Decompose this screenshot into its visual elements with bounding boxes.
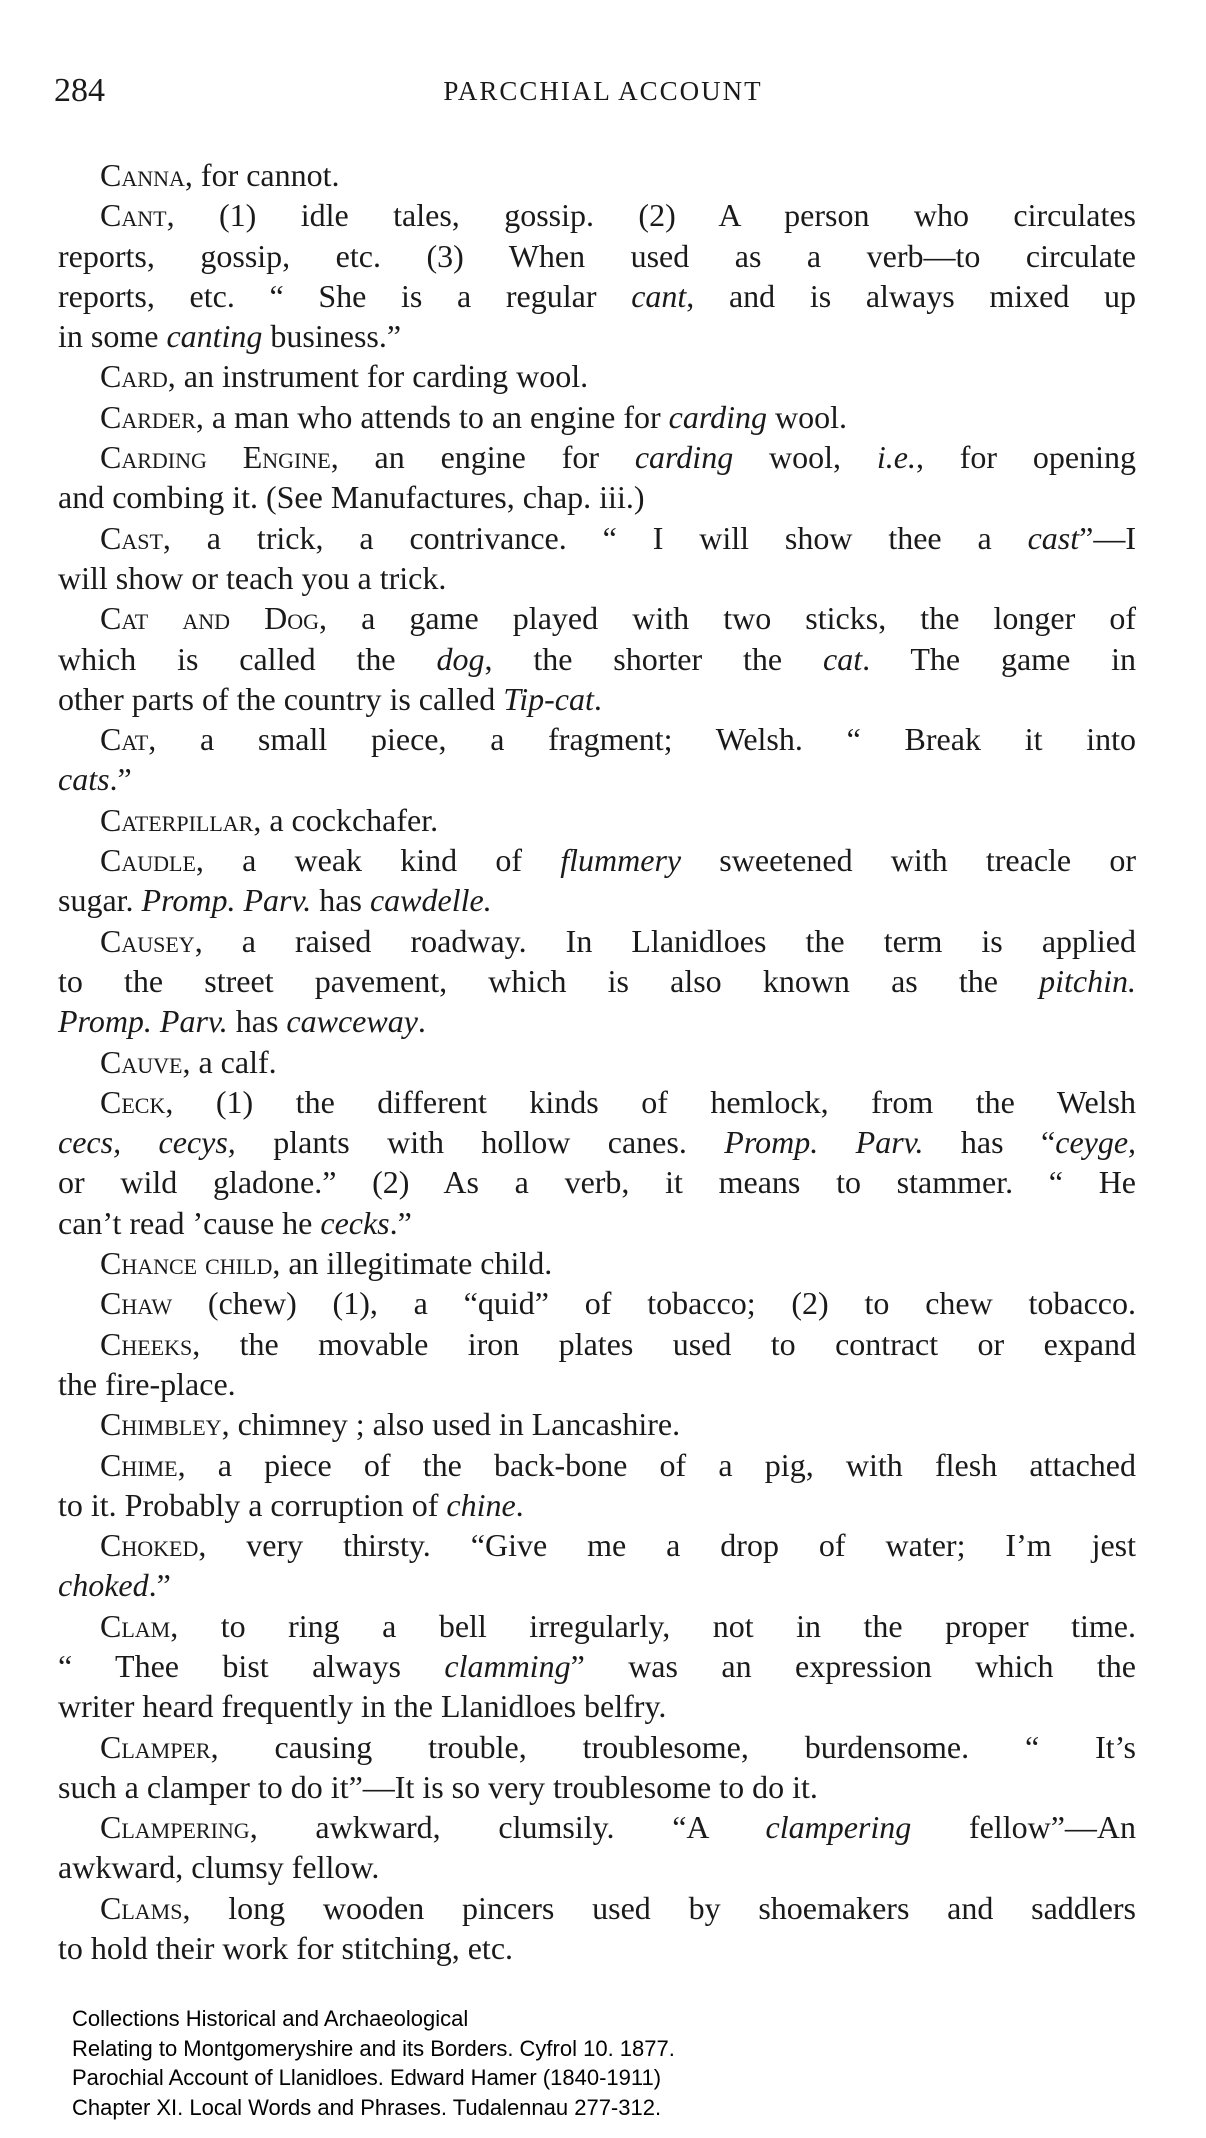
source-citation xyxy=(72,2004,675,2122)
text-line xyxy=(58,397,1136,437)
italic-term: choked xyxy=(58,1567,149,1604)
definition-text: has xyxy=(227,1003,287,1040)
italic-term: Tip-cat xyxy=(503,680,594,717)
italic-term: cat xyxy=(822,640,863,677)
text-line xyxy=(58,1525,1136,1565)
citation-line: Parochial Account of Llanidloes. Edward Hamer (1840-1911) xyxy=(72,2065,662,2090)
text-line xyxy=(58,598,1136,638)
definition-text: has xyxy=(311,882,370,919)
text-line xyxy=(58,558,1136,598)
text-line xyxy=(58,1888,1136,1928)
text-line xyxy=(58,1364,1136,1404)
definition-text: . xyxy=(593,680,602,717)
text-line xyxy=(58,719,1136,759)
italic-term: Promp. Parv. xyxy=(724,1124,924,1161)
text-line xyxy=(58,759,1136,799)
definition-text: and combing it. (See Manufactures, chap. iii.) xyxy=(58,479,645,516)
headword: Cauve xyxy=(100,1043,183,1080)
definition-text: , awkward, clumsily. “A xyxy=(249,1809,766,1846)
text-line xyxy=(58,236,1136,276)
headword: Cat xyxy=(100,721,149,758)
definition-text: , very thirsty. “Give me a drop of water; I’m jest xyxy=(198,1527,1136,1564)
running-title: PARCCHIAL ACCOUNT xyxy=(443,76,763,106)
definition-text: awkward, clumsy fellow. xyxy=(58,1849,380,1886)
text-line xyxy=(58,1404,1136,1444)
italic-term: chine xyxy=(446,1486,516,1523)
text-line xyxy=(58,1001,1136,1041)
definition-text: , a piece of the back-bone of a pig, with flesh attached xyxy=(177,1446,1136,1483)
definition-text: , a cockchafer. xyxy=(253,801,439,838)
definition-text: , chimney ; also used in Lancashire. xyxy=(221,1406,681,1443)
definition-text: can’t read ’cause he xyxy=(58,1204,321,1241)
text-line xyxy=(58,1847,1136,1887)
italic-term: canting xyxy=(166,318,263,355)
headword: Causey xyxy=(100,922,195,959)
text-line xyxy=(58,1807,1136,1847)
headword: Caterpillar xyxy=(100,801,254,838)
italic-term: cant xyxy=(631,277,687,314)
italic-term: flummery xyxy=(560,842,682,879)
definition-text: , a man who attends to an engine for xyxy=(195,398,669,435)
italic-term: cats xyxy=(58,761,110,798)
definition-text: other parts of the country is called xyxy=(58,680,504,717)
definition-text: , a raised roadway. In Llanidloes the term is applied xyxy=(194,922,1136,959)
definition-text: , a calf. xyxy=(182,1043,277,1080)
definition-text: reports, etc. “ She is a regular xyxy=(58,277,632,314)
definition-text: sugar. xyxy=(58,882,142,919)
definition-text: , and is always mixed up xyxy=(686,277,1137,314)
definition-text: fellow”—An xyxy=(911,1809,1137,1846)
definition-text: sweetened with treacle or xyxy=(681,842,1137,879)
headword: Chimbley xyxy=(100,1406,222,1443)
text-line xyxy=(58,639,1136,679)
definition-text: , the movable iron plates used to contract or expand xyxy=(192,1325,1136,1362)
definition-text: , causing trouble, troublesome, burdensome. “ It’s xyxy=(210,1728,1136,1765)
definition-text: , (1) the different kinds of hemlock, from the Welsh xyxy=(165,1083,1136,1120)
headword: Clamper xyxy=(100,1728,211,1765)
text-line xyxy=(58,1646,1136,1686)
text-line xyxy=(58,1485,1136,1525)
definition-text: “ Thee bist always xyxy=(58,1647,445,1684)
text-line xyxy=(58,1606,1136,1646)
headword: Clampering xyxy=(100,1809,250,1846)
text-line xyxy=(58,276,1136,316)
text-line xyxy=(58,1122,1136,1162)
italic-term: clampering xyxy=(765,1809,912,1846)
text-line xyxy=(58,477,1136,517)
definition-text: reports, gossip, etc. (3) When used as a verb—to circulate xyxy=(58,237,1136,274)
definition-text: business.” xyxy=(262,318,402,355)
text-line xyxy=(58,800,1136,840)
definition-text: , long wooden pincers used by shoemakers and saddlers xyxy=(182,1889,1136,1926)
headword: Cat and Dog xyxy=(100,600,319,637)
definition-text: , (1) idle tales, gossip. (2) A person who circulates xyxy=(166,197,1136,234)
definition-text: , to ring a bell irregularly, not in the proper time. xyxy=(170,1607,1136,1644)
headword: Cast xyxy=(100,519,163,556)
headword: Caudle xyxy=(100,842,196,879)
text-line xyxy=(58,1928,1136,1968)
definition-text: .” xyxy=(148,1567,171,1604)
text-line xyxy=(58,1243,1136,1283)
definition-text: , a game played with two sticks, the longer of xyxy=(319,600,1137,637)
italic-term: cecks xyxy=(320,1204,390,1241)
italic-term: carding xyxy=(634,439,734,476)
definition-text: , an instrument for carding wool. xyxy=(167,358,589,395)
definition-text: . xyxy=(417,1003,426,1040)
headword: Chance child xyxy=(100,1245,273,1282)
text-line xyxy=(58,1445,1136,1485)
definition-text: has “ xyxy=(923,1124,1056,1161)
definition-text: in some xyxy=(58,318,167,355)
italic-term: pitchin. xyxy=(1039,962,1136,999)
citation-line: Collections Historical and Archaeological xyxy=(72,2006,469,2031)
text-line xyxy=(58,880,1136,920)
text-line xyxy=(58,1565,1136,1605)
italic-term: carding xyxy=(668,398,768,435)
text-line xyxy=(58,1686,1136,1726)
headword: Canna xyxy=(100,157,185,193)
citation-line: Chapter XI. Local Words and Phrases. Tudalennau 277-312. xyxy=(72,2094,662,2120)
definition-text: .” xyxy=(389,1204,412,1241)
text-line xyxy=(58,1203,1136,1243)
text-line xyxy=(58,1042,1136,1082)
text-line xyxy=(58,437,1136,477)
headword: Chime xyxy=(100,1446,178,1483)
text-line xyxy=(58,316,1136,356)
italic-term: Promp. Parv. xyxy=(58,1003,228,1040)
definition-text: , the shorter the xyxy=(484,640,823,677)
citation-line: Relating to Montgomeryshire and its Borders. Cyfrol 10. 1877. xyxy=(72,2035,675,2061)
definition-text: such a clamper to do it”—It is so very troublesome to do it. xyxy=(58,1768,818,1805)
definition-text: to it. Probably a corruption of xyxy=(58,1486,447,1523)
italic-term: cast xyxy=(1027,519,1080,556)
text-line xyxy=(58,1162,1136,1202)
text-line xyxy=(58,679,1136,719)
italic-term: cawdelle. xyxy=(369,882,492,919)
glossary-text xyxy=(58,155,1136,1968)
definition-text: which is called the xyxy=(58,640,437,677)
text-line xyxy=(58,1727,1136,1767)
text-line xyxy=(58,155,1136,195)
headword: Cant xyxy=(100,197,167,234)
italic-term: cecs, cecys, xyxy=(58,1124,236,1161)
definition-text: , a trick, a contrivance. “ I will show thee a xyxy=(162,519,1028,556)
definition-text: ” was an expression which the xyxy=(570,1647,1136,1684)
definition-text: ”—I xyxy=(1079,519,1136,556)
definition-text: , a small piece, a fragment; Welsh. “ Break it into xyxy=(148,721,1136,758)
headword: Choked xyxy=(100,1527,199,1564)
text-line xyxy=(58,518,1136,558)
text-line xyxy=(58,195,1136,235)
page-number: 284 xyxy=(54,72,105,109)
definition-text: to hold their work for stitching, etc. xyxy=(58,1930,514,1967)
headword: Ceck xyxy=(100,1083,166,1120)
headword: Chaw xyxy=(100,1285,173,1322)
text-line xyxy=(58,1324,1136,1364)
definition-text: wool, xyxy=(733,439,877,476)
definition-text: , for cannot. xyxy=(184,157,340,193)
definition-text: , for opening xyxy=(915,439,1136,476)
definition-text: writer heard frequently in the Llanidloes belfry. xyxy=(58,1688,667,1725)
italic-term: Promp. Parv. xyxy=(141,882,312,919)
italic-term: i.e. xyxy=(876,439,916,476)
definition-text: plants with hollow canes. xyxy=(235,1124,725,1161)
text-line xyxy=(58,961,1136,1001)
italic-term: clamming xyxy=(444,1647,571,1684)
definition-text: , an engine for xyxy=(330,439,635,476)
definition-text: , a weak kind of xyxy=(195,842,561,879)
definition-text: (chew) (1), a “quid” of tobacco; (2) to chew tobacco. xyxy=(172,1285,1136,1322)
text-line xyxy=(58,921,1136,961)
definition-text: or wild gladone.” (2) As a verb, it means to stammer. “ He xyxy=(58,1164,1136,1201)
text-line xyxy=(58,1767,1136,1807)
italic-term: cawceway xyxy=(286,1003,418,1040)
definition-text: . xyxy=(515,1486,524,1523)
italic-term: dog xyxy=(436,640,485,677)
definition-text: , an illegitimate child. xyxy=(272,1245,553,1282)
headword: Clam xyxy=(100,1607,171,1644)
text-line xyxy=(58,840,1136,880)
definition-text: . The game in xyxy=(862,640,1137,677)
headword: Carding Engine xyxy=(100,439,331,476)
italic-term: ceyge, xyxy=(1055,1124,1137,1161)
definition-text: to the street pavement, which is also known as the xyxy=(58,962,1040,999)
headword: Clams xyxy=(100,1889,183,1926)
definition-text: will show or teach you a trick. xyxy=(58,559,447,596)
definition-text: wool. xyxy=(767,398,848,435)
headword: Carder xyxy=(100,398,196,435)
text-line xyxy=(58,1283,1136,1323)
text-line xyxy=(58,356,1136,396)
definition-text: the fire-place. xyxy=(58,1365,236,1402)
definition-text: .” xyxy=(109,761,132,798)
text-line xyxy=(58,1082,1136,1122)
headword: Cheeks xyxy=(100,1325,193,1362)
headword: Card xyxy=(100,358,168,395)
